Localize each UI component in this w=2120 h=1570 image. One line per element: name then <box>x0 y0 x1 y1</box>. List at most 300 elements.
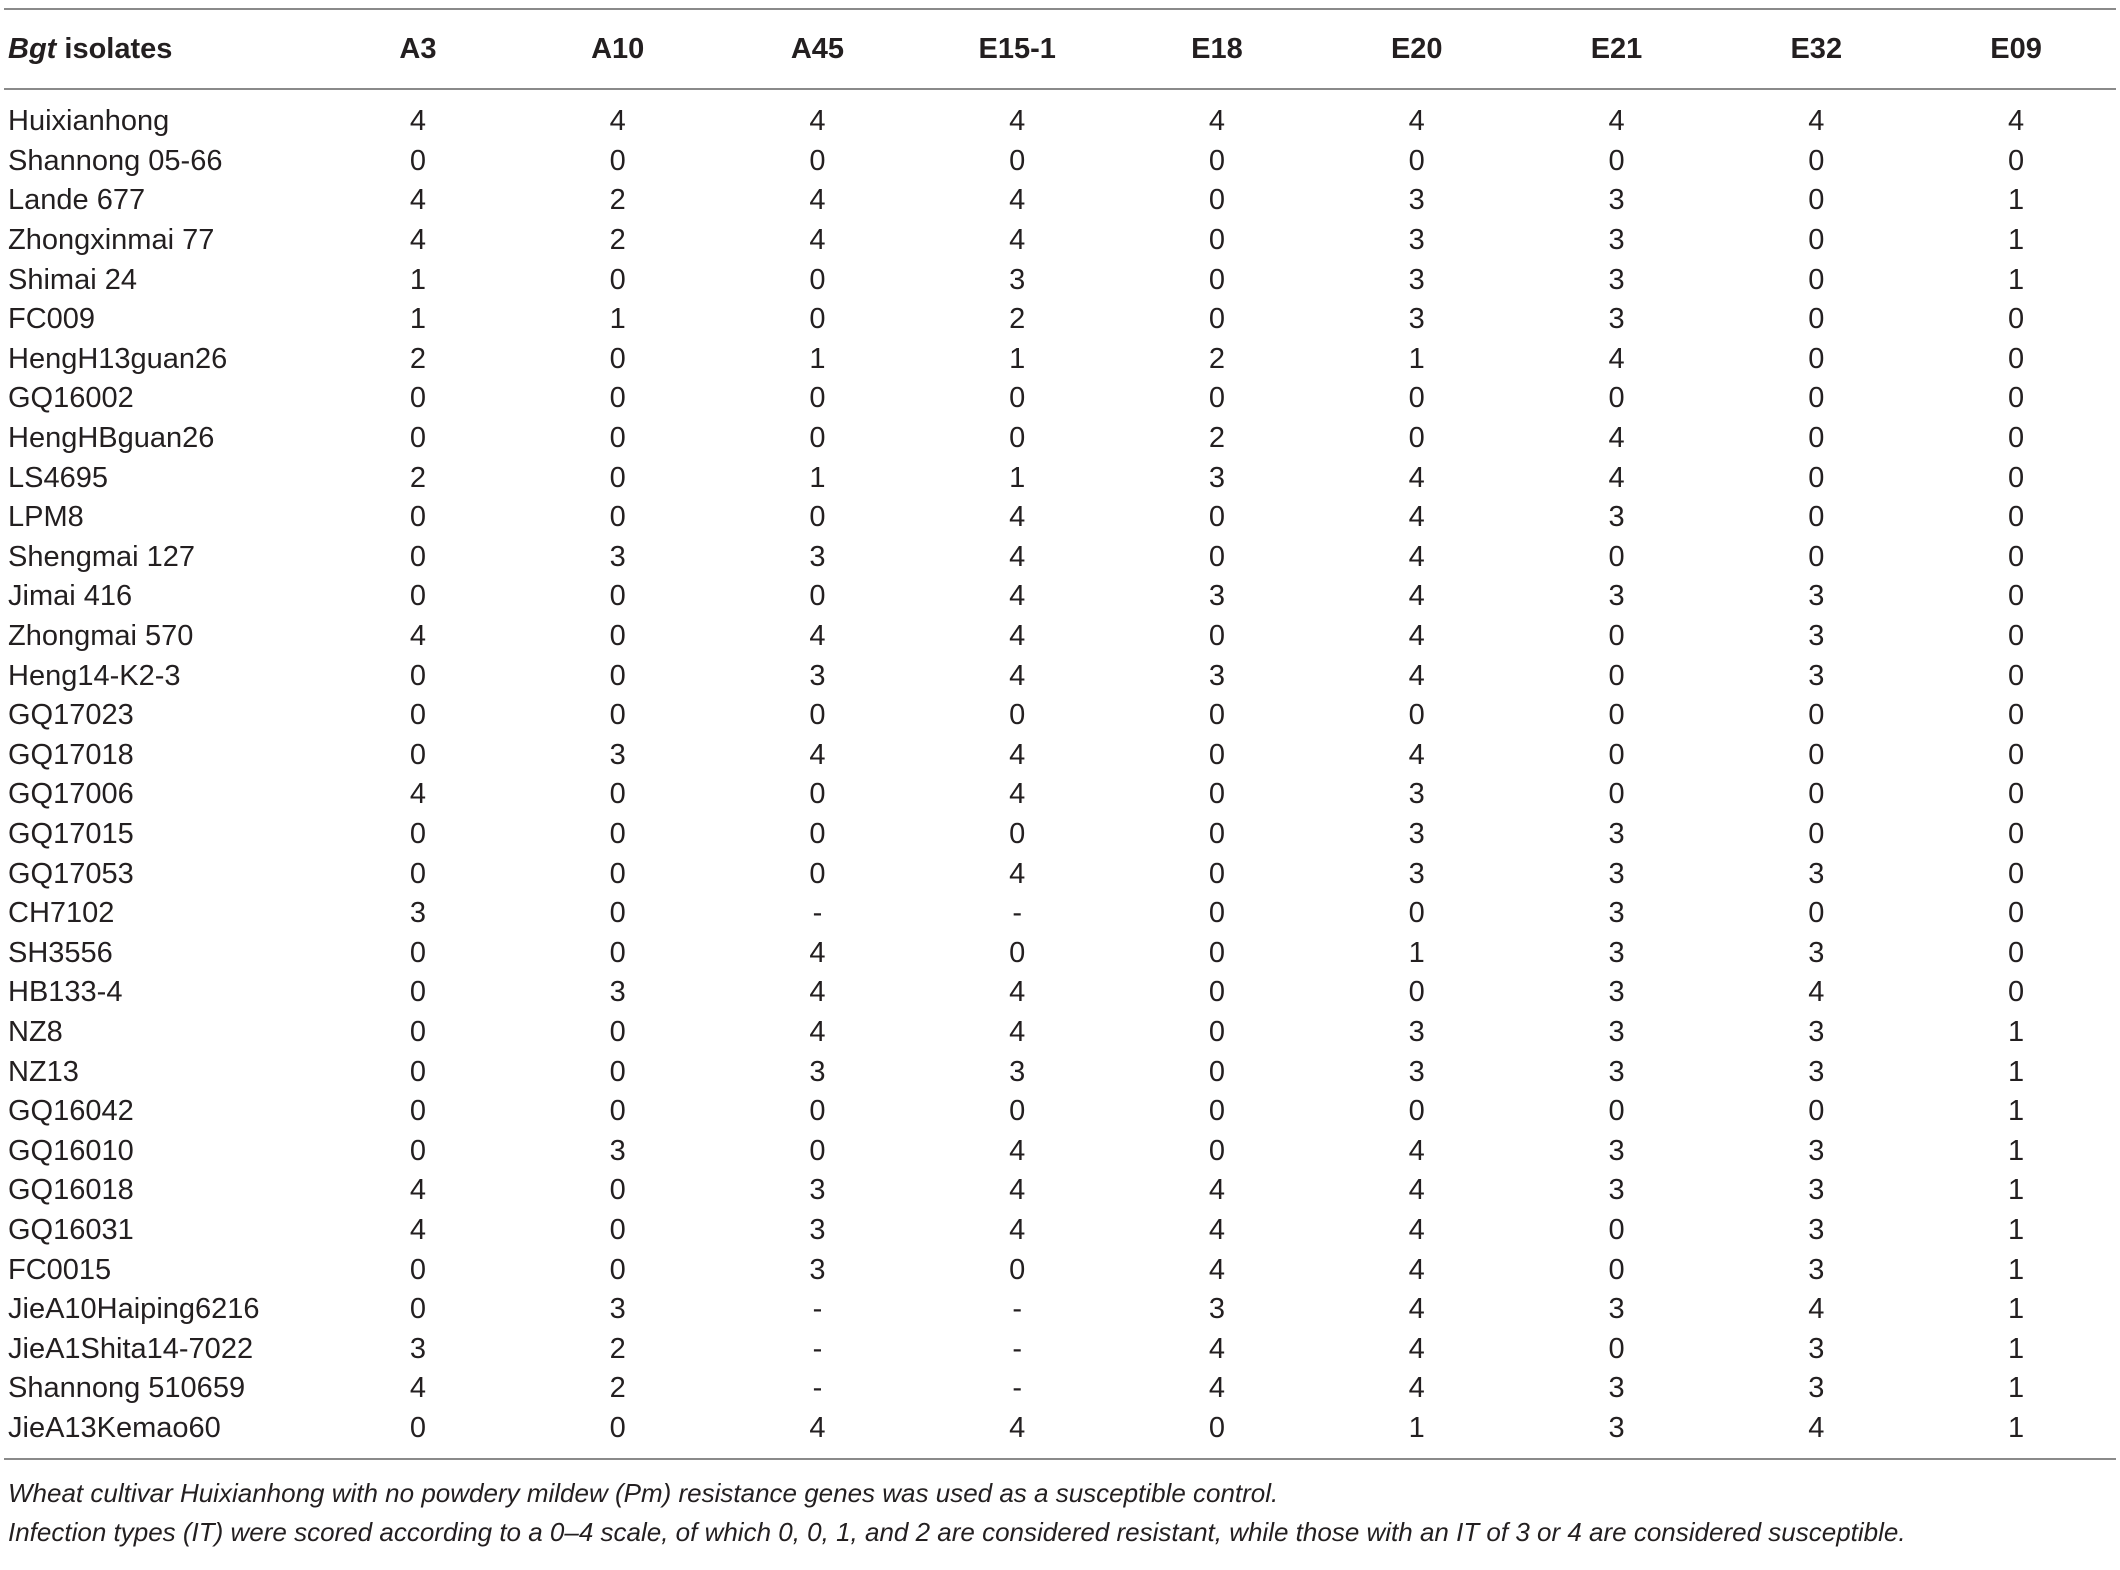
infection-type-cell: 4 <box>1608 342 1625 375</box>
table-row <box>4 617 2116 657</box>
infection-type-cell: 3 <box>1408 303 1425 336</box>
infection-type-cell: 0 <box>1808 699 1825 732</box>
infection-type-cell: 3 <box>1608 1134 1625 1167</box>
table-spacer-row <box>4 89 2116 102</box>
table-row <box>4 538 2116 578</box>
infection-type-cell: 3 <box>1208 461 1226 494</box>
infection-type-cell: - <box>812 1372 823 1405</box>
infection-type-cell: 0 <box>609 1411 626 1444</box>
infection-type-cell: 0 <box>409 1015 426 1048</box>
cultivar-name-cell: Zhongxinmai 77 <box>8 224 215 257</box>
infection-type-cell: - <box>812 1332 823 1365</box>
infection-type-cell: 0 <box>1808 184 1825 217</box>
infection-type-cell: 4 <box>2008 105 2025 138</box>
infection-type-cell: 3 <box>1608 1174 1625 1207</box>
infection-type-cell: 1 <box>1009 461 1026 494</box>
table-row <box>4 933 2116 973</box>
infection-type-cell: 4 <box>1808 1293 1825 1326</box>
infection-type-cell: 0 <box>1208 382 1226 415</box>
table-row <box>4 340 2116 380</box>
table-row <box>4 696 2116 736</box>
infection-type-cell: 4 <box>1009 620 1026 653</box>
cultivar-name-cell: Zhongmai 570 <box>8 620 194 653</box>
infection-type-cell: 0 <box>1208 778 1226 811</box>
infection-type-cell: 0 <box>609 144 626 177</box>
infection-type-cell: 3 <box>1608 817 1625 850</box>
table-row <box>4 102 2116 142</box>
cultivar-name-cell: HB133-4 <box>8 976 123 1009</box>
infection-type-cell: 0 <box>809 303 826 336</box>
infection-type-cell: 3 <box>609 540 626 573</box>
infection-type-cell: 0 <box>2008 620 2025 653</box>
infection-type-cell: 4 <box>1608 105 1625 138</box>
infection-type-cell: 4 <box>1208 1372 1226 1405</box>
infection-type-cell: 0 <box>2008 699 2025 732</box>
infection-type-cell: 0 <box>1009 144 1026 177</box>
table-row <box>4 260 2116 300</box>
infection-type-cell: 0 <box>1608 382 1625 415</box>
infection-type-cell: 4 <box>1009 738 1026 771</box>
infection-type-cell: 4 <box>1408 1293 1425 1326</box>
infection-type-cell: 0 <box>1208 620 1226 653</box>
table-row <box>4 300 2116 340</box>
infection-type-cell: 0 <box>809 1134 826 1167</box>
infection-type-cell: 0 <box>1208 976 1226 1009</box>
infection-type-cell: 0 <box>1208 1015 1226 1048</box>
cultivar-name-cell: Shengmai 127 <box>8 540 196 573</box>
infection-type-cell: 3 <box>1608 303 1625 336</box>
infection-type-cell: 2 <box>609 1332 626 1365</box>
table-row <box>4 458 2116 498</box>
infection-type-cell: 4 <box>1208 1174 1226 1207</box>
table-row <box>4 736 2116 776</box>
cultivar-name-cell: Jimai 416 <box>8 580 133 613</box>
infection-type-cell: 4 <box>1808 1411 1825 1444</box>
infection-type-cell: 4 <box>1408 501 1425 534</box>
infection-type-cell: 4 <box>1408 738 1425 771</box>
infection-type-cell: 0 <box>809 699 826 732</box>
infection-type-cell: 3 <box>1608 224 1625 257</box>
cultivar-name-cell: GQ17023 <box>8 699 134 732</box>
infection-type-cell: 0 <box>1808 422 1825 455</box>
infection-type-cell: 0 <box>609 699 626 732</box>
infection-type-cell: 3 <box>1608 1372 1625 1405</box>
header-isolates-italic: Bgt <box>8 32 57 65</box>
infection-type-cell: 0 <box>1208 1134 1226 1167</box>
cultivar-name-cell: JieA13Kemao60 <box>8 1411 221 1444</box>
infection-type-cell: 4 <box>1208 1253 1226 1286</box>
infection-type-cell: 1 <box>409 303 426 336</box>
infection-type-cell: 4 <box>409 224 426 257</box>
infection-type-cell: 3 <box>1408 1015 1425 1048</box>
infection-type-cell: 3 <box>1408 1055 1425 1088</box>
infection-type-cell: 3 <box>609 1293 626 1326</box>
infection-type-cell: 3 <box>1608 184 1625 217</box>
infection-type-cell: 0 <box>1608 699 1625 732</box>
infection-type-cell: 4 <box>1408 461 1425 494</box>
infection-type-cell: 2 <box>609 184 626 217</box>
infection-type-cell: 4 <box>809 1015 826 1048</box>
infection-type-cell: 3 <box>1408 778 1425 811</box>
cultivar-name-cell: GQ16042 <box>8 1095 134 1128</box>
infection-type-cell: 0 <box>2008 422 2025 455</box>
infection-type-cell: 0 <box>1408 976 1425 1009</box>
header-col-a3: A3 <box>318 10 518 89</box>
infection-type-cell: 0 <box>1208 936 1226 969</box>
infection-type-cell: 0 <box>609 1253 626 1286</box>
infection-type-cell: 0 <box>609 817 626 850</box>
infection-type-cell: - <box>812 897 823 930</box>
infection-type-cell: 0 <box>609 580 626 613</box>
infection-type-cell: 4 <box>1408 1134 1425 1167</box>
infection-type-cell: 4 <box>1608 422 1625 455</box>
infection-type-cell: 0 <box>2008 897 2025 930</box>
table-row <box>4 577 2116 617</box>
infection-type-cell: 0 <box>609 1095 626 1128</box>
infection-type-cell: 3 <box>1208 580 1226 613</box>
infection-type-cell: 0 <box>1208 738 1226 771</box>
infection-type-cell: 4 <box>1009 1174 1026 1207</box>
infection-type-cell: 3 <box>409 1332 426 1365</box>
table-row <box>4 221 2116 261</box>
infection-type-cell: 4 <box>1009 1411 1026 1444</box>
infection-type-cell: 4 <box>1009 1213 1026 1246</box>
infection-type-cell: 4 <box>809 976 826 1009</box>
infection-type-cell: 3 <box>1608 1411 1625 1444</box>
cultivar-name-cell: Huixianhong <box>8 105 170 138</box>
infection-type-cell: 3 <box>1608 1055 1625 1088</box>
infection-type-cell: 2 <box>409 342 426 375</box>
infection-type-cell: 0 <box>809 144 826 177</box>
cultivar-name-cell: GQ16010 <box>8 1134 134 1167</box>
infection-type-cell: 1 <box>2008 1411 2025 1444</box>
infection-type-cell: 0 <box>409 817 426 850</box>
table-row <box>4 181 2116 221</box>
infection-type-cell: 0 <box>1808 540 1825 573</box>
table-row <box>4 1329 2116 1369</box>
infection-type-cell: 1 <box>2008 263 2025 296</box>
infection-type-cell: 0 <box>409 144 426 177</box>
header-isolates-text: isolates <box>56 32 173 65</box>
cultivar-name-cell: FC009 <box>8 303 96 336</box>
infection-type-cell: 0 <box>409 540 426 573</box>
infection-type-cell: 1 <box>809 342 826 375</box>
infection-type-cell: 4 <box>409 105 426 138</box>
infection-type-cell: 4 <box>1208 105 1226 138</box>
infection-type-cell: 1 <box>1408 1411 1425 1444</box>
infection-type-cell: 0 <box>2008 501 2025 534</box>
infection-type-cell: 4 <box>1208 1213 1226 1246</box>
infection-type-cell: - <box>812 1293 823 1326</box>
infection-type-cell: 0 <box>1608 1332 1625 1365</box>
infection-type-cell: 0 <box>1208 1411 1226 1444</box>
cultivar-name-cell: NZ8 <box>8 1015 63 1048</box>
infection-type-cell: 0 <box>1009 936 1026 969</box>
infection-type-cell: 0 <box>609 1055 626 1088</box>
infection-type-cell: 3 <box>1808 1372 1825 1405</box>
infection-type-cell: 3 <box>809 1055 826 1088</box>
infection-type-cell: 0 <box>809 1095 826 1128</box>
header-col-e15-1: E15-1 <box>917 10 1117 89</box>
infection-type-cell: 0 <box>609 1213 626 1246</box>
infection-type-cell: 0 <box>409 1253 426 1286</box>
infection-type-cell: 2 <box>609 1372 626 1405</box>
infection-type-cell: 3 <box>1408 263 1425 296</box>
table-row <box>4 775 2116 815</box>
infection-type-cell: 4 <box>1009 1015 1026 1048</box>
cultivar-name-cell: Heng14-K2-3 <box>8 659 181 692</box>
infection-type-cell: 0 <box>409 1411 426 1444</box>
infection-type-cell: 0 <box>1808 897 1825 930</box>
infection-type-cell: 3 <box>1208 1293 1226 1326</box>
infection-type-cell: 4 <box>1009 580 1026 613</box>
infection-type-cell: 0 <box>609 778 626 811</box>
infection-type-cell: 4 <box>1009 857 1026 890</box>
infection-type-cell: 4 <box>809 1411 826 1444</box>
infection-type-cell: 1 <box>2008 1134 2025 1167</box>
infection-type-cell: 0 <box>1208 540 1226 573</box>
infection-type-cell: 0 <box>1808 501 1825 534</box>
infection-type-cell: 3 <box>1808 1253 1825 1286</box>
infection-type-cell: 0 <box>409 501 426 534</box>
infection-type-cell: 0 <box>1408 144 1425 177</box>
infection-type-cell: 0 <box>1608 1095 1625 1128</box>
infection-type-cell: 3 <box>1608 936 1625 969</box>
infection-type-cell: 0 <box>1208 303 1226 336</box>
infection-type-cell: 4 <box>1408 105 1425 138</box>
infection-type-cell: 4 <box>1009 501 1026 534</box>
infection-type-cell: 0 <box>2008 580 2025 613</box>
infection-type-cell: 0 <box>2008 936 2025 969</box>
infection-type-cell: 0 <box>1808 303 1825 336</box>
infection-type-cell: 0 <box>1208 1055 1226 1088</box>
infection-type-cell: 4 <box>809 738 826 771</box>
infection-type-cell: 0 <box>409 580 426 613</box>
infection-type-cell: 0 <box>809 382 826 415</box>
infection-type-cell: 4 <box>809 105 826 138</box>
cultivar-name-cell: GQ16031 <box>8 1213 134 1246</box>
infection-type-cell: 4 <box>409 1174 426 1207</box>
infection-type-cell: 4 <box>1009 105 1026 138</box>
infection-type-cell: 0 <box>409 1134 426 1167</box>
infection-type-cell: 0 <box>1808 342 1825 375</box>
infection-type-cell: 3 <box>609 738 626 771</box>
infection-type-cell: 0 <box>809 501 826 534</box>
header-col-e20: E20 <box>1317 10 1517 89</box>
infection-type-cell: 1 <box>2008 1293 2025 1326</box>
infection-type-cell: 0 <box>609 1015 626 1048</box>
infection-type-cell: 0 <box>409 1293 426 1326</box>
cultivar-name-cell: SH3556 <box>8 936 113 969</box>
infection-type-cell: 0 <box>2008 659 2025 692</box>
infection-type-cell: 0 <box>409 659 426 692</box>
infection-type-cell: 2 <box>1009 303 1026 336</box>
infection-type-cell: 0 <box>609 857 626 890</box>
table-row <box>4 379 2116 419</box>
infection-type-cell: 4 <box>1408 1372 1425 1405</box>
infection-type-cell: 0 <box>1208 857 1226 890</box>
infection-type-cell: 3 <box>1408 857 1425 890</box>
infection-type-cell: 0 <box>2008 540 2025 573</box>
infection-type-cell: 3 <box>1208 659 1226 692</box>
infection-type-cell: 3 <box>1808 1134 1825 1167</box>
infection-type-cell: 3 <box>1608 976 1625 1009</box>
cultivar-name-cell: JieA10Haiping6216 <box>8 1293 260 1326</box>
infection-type-cell: - <box>1012 1372 1023 1405</box>
infection-type-cell: 0 <box>609 461 626 494</box>
infection-type-cell: 0 <box>1009 1095 1026 1128</box>
infection-type-cell: 4 <box>1408 620 1425 653</box>
infection-type-cell: 0 <box>2008 778 2025 811</box>
infection-type-cell: 1 <box>2008 1015 2025 1048</box>
infection-type-cell: 0 <box>609 620 626 653</box>
header-isolates <box>4 10 318 89</box>
table-row <box>4 498 2116 538</box>
infection-type-cell: 1 <box>2008 1055 2025 1088</box>
cultivar-name-cell: LS4695 <box>8 461 108 494</box>
infection-type-cell: 2 <box>1208 342 1226 375</box>
infection-type-cell: 0 <box>1608 1213 1625 1246</box>
cultivar-name-cell: Shannong 510659 <box>8 1372 246 1405</box>
infection-type-cell: 0 <box>1408 382 1425 415</box>
infection-type-cell: 0 <box>609 936 626 969</box>
infection-type-cell: 0 <box>1208 817 1226 850</box>
infection-type-cell: 3 <box>1608 897 1625 930</box>
header-col-a45: A45 <box>718 10 918 89</box>
infection-type-cell: 2 <box>609 224 626 257</box>
infection-type-cell: 3 <box>1608 263 1625 296</box>
infection-type-cell: 4 <box>809 224 826 257</box>
infection-type-cell: 4 <box>1009 778 1026 811</box>
infection-type-cell: 0 <box>1608 778 1625 811</box>
cultivar-name-cell: CH7102 <box>8 897 115 930</box>
infection-type-cell: 0 <box>1009 422 1026 455</box>
infection-type-cell: 4 <box>1009 976 1026 1009</box>
cultivar-name-cell: GQ17053 <box>8 857 134 890</box>
infection-type-cell: 4 <box>409 184 426 217</box>
infection-type-cell: 3 <box>1608 1015 1625 1048</box>
infection-type-cell: 0 <box>2008 144 2025 177</box>
infection-type-cell: 0 <box>609 382 626 415</box>
infection-type-cell: 0 <box>1009 817 1026 850</box>
infection-type-cell: 0 <box>609 263 626 296</box>
infection-type-cell: 3 <box>809 659 826 692</box>
infection-type-cell: 0 <box>1608 540 1625 573</box>
cultivar-name-cell: GQ17018 <box>8 738 134 771</box>
infection-type-cell: 4 <box>1408 580 1425 613</box>
infection-type-cell: - <box>1012 1293 1023 1326</box>
infection-type-cell: 1 <box>2008 184 2025 217</box>
infection-type-cell: 0 <box>409 936 426 969</box>
infection-type-cell: 0 <box>609 422 626 455</box>
table-row <box>4 1052 2116 1092</box>
infection-type-cell: 4 <box>1608 461 1625 494</box>
cultivar-name-cell: FC0015 <box>8 1253 112 1286</box>
infection-type-cell: 3 <box>1808 659 1825 692</box>
infection-type-cell: 3 <box>1408 817 1425 850</box>
infection-type-cell: 0 <box>2008 738 2025 771</box>
infection-type-cell: 1 <box>1009 342 1026 375</box>
infection-type-cell: 0 <box>1808 382 1825 415</box>
infection-type-cell: 0 <box>1608 738 1625 771</box>
infection-type-cell: 0 <box>2008 976 2025 1009</box>
infection-type-cell: 0 <box>2008 382 2025 415</box>
infection-type-cell: 0 <box>809 857 826 890</box>
infection-type-cell: 0 <box>409 1055 426 1088</box>
table-row <box>4 1131 2116 1171</box>
infection-type-cell: 1 <box>1408 936 1425 969</box>
infection-type-cell: 4 <box>1408 1174 1425 1207</box>
infection-type-cell: 0 <box>409 422 426 455</box>
infection-type-cell: 3 <box>1808 580 1825 613</box>
infection-type-cell: 4 <box>1009 540 1026 573</box>
table-row <box>4 419 2116 459</box>
infection-type-cell: 4 <box>1009 224 1026 257</box>
cultivar-name-cell: Lande 677 <box>8 184 146 217</box>
infection-type-cell: 0 <box>1408 422 1425 455</box>
infection-type-cell: 4 <box>1808 976 1825 1009</box>
table-row <box>4 1250 2116 1290</box>
infection-type-cell: 0 <box>1009 1253 1026 1286</box>
cultivar-name-cell: GQ16018 <box>8 1174 134 1207</box>
infection-type-cell: 0 <box>809 422 826 455</box>
infection-type-cell: 0 <box>1208 263 1226 296</box>
infection-type-cell: 3 <box>1808 1213 1825 1246</box>
infection-type-cell: 0 <box>809 580 826 613</box>
cultivar-name-cell: LPM8 <box>8 501 84 534</box>
infection-type-cell: 0 <box>1208 897 1226 930</box>
infection-type-cell: 3 <box>1408 184 1425 217</box>
cultivar-name-cell: NZ13 <box>8 1055 79 1088</box>
table-row <box>4 1013 2116 1053</box>
infection-type-cell: 3 <box>1808 1332 1825 1365</box>
infection-type-cell: 3 <box>1808 857 1825 890</box>
infection-type-cell: - <box>1012 897 1023 930</box>
infection-type-cell: 3 <box>1608 857 1625 890</box>
infection-type-cell: 3 <box>1808 1055 1825 1088</box>
footnote-2: Infection types (IT) were scored according to a 0–4 scale, of which 0, 0, 1, and 2 are considered resistant, while those with an IT of 3 or 4 are considered susceptible. <box>8 1517 1906 1548</box>
infection-type-cell: 0 <box>609 342 626 375</box>
infection-type-cell: 3 <box>1608 1293 1625 1326</box>
infection-type-cell: 0 <box>409 976 426 1009</box>
table-row <box>4 1211 2116 1251</box>
cultivar-name-cell: GQ17015 <box>8 817 134 850</box>
infection-type-cell: 0 <box>409 699 426 732</box>
infection-type-cell: 3 <box>1808 936 1825 969</box>
header-col-e21: E21 <box>1517 10 1717 89</box>
cultivar-name-cell: GQ16002 <box>8 382 134 415</box>
infection-type-cell: - <box>1012 1332 1023 1365</box>
infection-type-cell: 1 <box>2008 1174 2025 1207</box>
table-body <box>4 89 2116 1458</box>
header-col-e18: E18 <box>1117 10 1317 89</box>
infection-type-cell: 0 <box>809 263 826 296</box>
infection-type-cell: 0 <box>1408 897 1425 930</box>
cultivar-name-cell: Shimai 24 <box>8 263 137 296</box>
header-col-a10: A10 <box>518 10 718 89</box>
infection-type-cell: 0 <box>2008 342 2025 375</box>
header-col-e09: E09 <box>1916 10 2116 89</box>
infection-type-cell: 0 <box>1808 144 1825 177</box>
infection-type-cell: 1 <box>2008 224 2025 257</box>
infection-type-cell: 1 <box>609 303 626 336</box>
infection-type-cell: 4 <box>809 620 826 653</box>
infection-type-cell: 3 <box>409 897 426 930</box>
infection-type-cell: 0 <box>1808 263 1825 296</box>
table-row <box>4 142 2116 182</box>
table-footnotes <box>4 1460 2116 1552</box>
infection-type-cell: 1 <box>1408 342 1425 375</box>
